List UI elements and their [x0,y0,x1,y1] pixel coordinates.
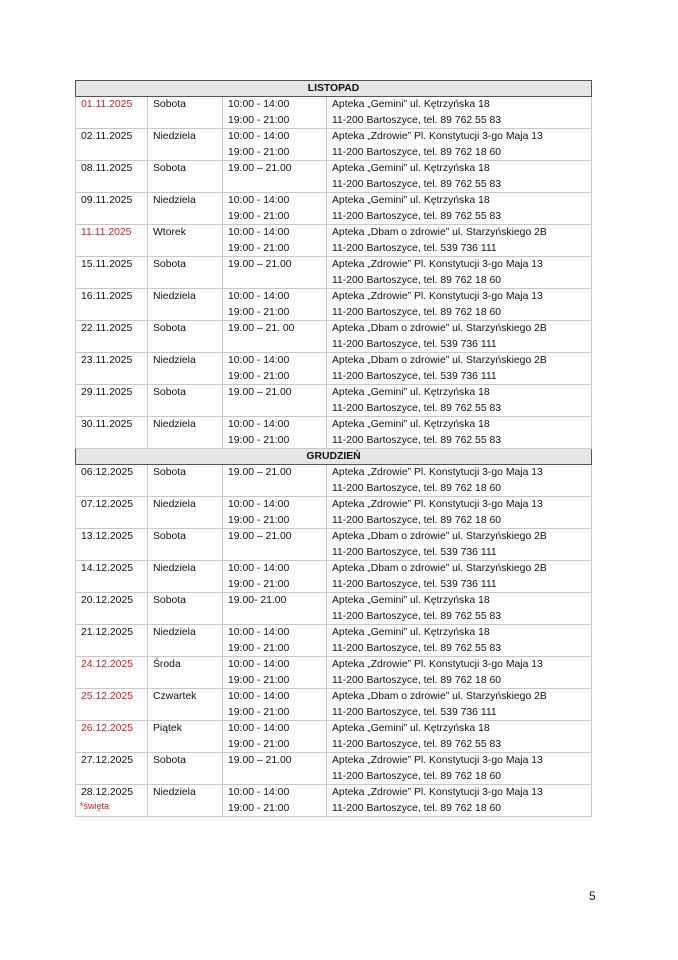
table-row [76,321,592,353]
hours-line: 10:00 - 14:00 [228,195,290,206]
date-cell: 22.11.2025 [76,321,148,353]
hours-line: 19.00- 21.00 [228,595,287,606]
hours-line: 10:00 - 14:00 [228,291,290,302]
hours-cell [223,465,327,497]
table-row [76,625,592,657]
hours-cell [223,497,327,529]
hours-line: 19.00 – 21.00 [228,259,292,270]
date-cell: 06.12.2025 [76,465,148,497]
pharmacy-cell [327,193,592,225]
pharmacy-address: 11-200 Bartoszyce, tel. 89 762 18 60 [332,274,502,286]
weekday-cell: Czwartek [148,689,223,721]
date-cell: 30.11.2025 [76,417,148,449]
table-row [76,225,592,257]
hours-cell [223,289,327,321]
table-row [76,465,592,497]
hours-line: 19:00 - 21:00 [228,242,290,254]
pharmacy-name: Apteka „Gemini” ul. Kętrzyńska 18 [332,99,490,110]
pharmacy-cell [327,161,592,193]
weekday-cell: Niedziela [148,353,223,385]
hours-cell [223,625,327,657]
pharmacy-address: 11-200 Bartoszyce, tel. 89 762 55 83 [332,178,502,190]
month-header: GRUDZIEŃ [76,449,592,465]
hours-cell [223,129,327,161]
date-cell: 25.12.2025 [76,689,148,721]
hours-line: 10:00 - 14:00 [228,99,290,110]
hours-cell [223,321,327,353]
hours-line: 10:00 - 14:00 [228,723,290,734]
hours-line: 19.00 – 21.00 [228,387,292,398]
table-row [76,593,592,625]
pharmacy-cell [327,593,592,625]
pharmacy-name: Apteka „Zdrowie” Pl. Konstytucji 3-go Maja 13 [332,467,543,478]
pharmacy-name: Apteka „Dbam o zdrowie” ul. Starzyńskiego 2B [332,563,547,574]
pharmacy-name: Apteka „Zdrowie” Pl. Konstytucji 3-go Maja 13 [332,131,543,142]
pharmacy-cell [327,625,592,657]
weekday-cell: Sobota [148,593,223,625]
hours-line: 19.00 – 21.00 [228,755,292,766]
pharmacy-name: Apteka „Dbam o zdrowie” ul. Starzyńskiego 2B [332,227,547,238]
hours-line: 19.00 – 21.00 [228,467,292,478]
hours-line: 19:00 - 21:00 [228,578,290,590]
date-cell: 23.11.2025 [76,353,148,385]
hours-cell [223,753,327,785]
pharmacy-name: Apteka „Gemini” ul. Kętrzyńska 18 [332,195,490,206]
pharmacy-address: 11-200 Bartoszyce, tel. 89 762 18 60 [332,770,502,782]
holiday-footnote: *święta [80,801,110,811]
pharmacy-cell [327,97,592,129]
date-cell: 26.12.2025 [76,721,148,753]
weekday-cell: Niedziela [148,625,223,657]
pharmacy-address: 11-200 Bartoszyce, tel. 539 736 111 [332,578,497,590]
hours-line: 10:00 - 14:00 [228,499,290,510]
hours-line: 19:00 - 21:00 [228,114,290,126]
pharmacy-name: Apteka „Dbam o zdrowie” ul. Starzyńskiego 2B [332,323,547,334]
pharmacy-cell [327,225,592,257]
month-header-row [76,449,592,465]
hours-line: 10:00 - 14:00 [228,627,290,638]
table-row [76,161,592,193]
hours-line: 19:00 - 21:00 [228,674,290,686]
pharmacy-cell [327,385,592,417]
weekday-cell: Niedziela [148,417,223,449]
date-cell: 21.12.2025 [76,625,148,657]
schedule-body [76,81,592,817]
pharmacy-name: Apteka „Gemini” ul. Kętrzyńska 18 [332,627,490,638]
weekday-cell: Sobota [148,161,223,193]
hours-line: 19:00 - 21:00 [228,738,290,750]
pharmacy-cell [327,129,592,161]
weekday-cell: Sobota [148,465,223,497]
weekday-cell: Sobota [148,97,223,129]
hours-cell [223,785,327,817]
pharmacy-address: 11-200 Bartoszyce, tel. 89 762 55 83 [332,210,502,222]
pharmacy-address: 11-200 Bartoszyce, tel. 89 762 55 83 [332,114,502,126]
date-cell: 15.11.2025 [76,257,148,289]
pharmacy-address: 11-200 Bartoszyce, tel. 539 736 111 [332,338,497,350]
hours-cell [223,97,327,129]
table-row [76,289,592,321]
pharmacy-cell [327,417,592,449]
pharmacy-name: Apteka „Dbam o zdrowie” ul. Starzyńskiego 2B [332,531,547,542]
hours-line: 10:00 - 14:00 [228,355,290,366]
pharmacy-cell [327,529,592,561]
hours-cell [223,161,327,193]
hours-line: 19:00 - 21:00 [228,434,290,446]
pharmacy-cell [327,289,592,321]
pharmacy-cell [327,561,592,593]
hours-line: 10:00 - 14:00 [228,787,290,798]
pharmacy-duty-table [75,80,592,817]
pharmacy-address: 11-200 Bartoszyce, tel. 89 762 18 60 [332,674,502,686]
weekday-cell: Sobota [148,257,223,289]
hours-cell [223,561,327,593]
date-cell: 02.11.2025 [76,129,148,161]
pharmacy-cell [327,497,592,529]
table-row [76,353,592,385]
month-header-row [76,81,592,97]
pharmacy-address: 11-200 Bartoszyce, tel. 89 762 55 83 [332,402,502,414]
hours-line: 19.00 – 21. 00 [228,323,295,334]
hours-line: 19.00 – 21.00 [228,163,292,174]
pharmacy-name: Apteka „Zdrowie” Pl. Konstytucji 3-go Maja 13 [332,291,543,302]
pharmacy-cell [327,465,592,497]
pharmacy-address: 11-200 Bartoszyce, tel. 89 762 55 83 [332,610,502,622]
table-row [76,385,592,417]
date-cell: 14.12.2025 [76,561,148,593]
pharmacy-cell [327,321,592,353]
date-cell: 08.11.2025 [76,161,148,193]
hours-line: 19:00 - 21:00 [228,210,290,222]
pharmacy-address: 11-200 Bartoszyce, tel. 89 762 18 60 [332,802,502,814]
hours-cell [223,193,327,225]
table-row [76,417,592,449]
weekday-cell: Niedziela [148,561,223,593]
weekday-cell: Niedziela [148,193,223,225]
table-row [76,193,592,225]
date-cell: 07.12.2025 [76,497,148,529]
pharmacy-cell [327,353,592,385]
hours-cell [223,353,327,385]
weekday-cell: Sobota [148,385,223,417]
pharmacy-name: Apteka „Zdrowie” Pl. Konstytucji 3-go Maja 13 [332,499,543,510]
pharmacy-address: 11-200 Bartoszyce, tel. 89 762 18 60 [332,482,502,494]
pharmacy-address: 11-200 Bartoszyce, tel. 89 762 18 60 [332,146,502,158]
hours-cell [223,529,327,561]
hours-line: 10:00 - 14:00 [228,227,290,238]
pharmacy-name: Apteka „Zdrowie” Pl. Konstytucji 3-go Maja 13 [332,787,543,798]
date-cell: 27.12.2025 [76,753,148,785]
pharmacy-name: Apteka „Dbam o zdrowie” ul. Starzyńskiego 2B [332,691,547,702]
table-row [76,257,592,289]
date-cell: 13.12.2025 [76,529,148,561]
table-row [76,785,592,817]
hours-cell [223,225,327,257]
pharmacy-address: 11-200 Bartoszyce, tel. 539 736 111 [332,370,497,382]
table-row [76,497,592,529]
pharmacy-address: 11-200 Bartoszyce, tel. 539 736 111 [332,546,497,558]
date-cell: 11.11.2025 [76,225,148,257]
table-row [76,129,592,161]
hours-line: 10:00 - 14:00 [228,419,290,430]
weekday-cell: Sobota [148,529,223,561]
weekday-cell: Niedziela [148,497,223,529]
pharmacy-cell [327,657,592,689]
pharmacy-cell [327,257,592,289]
pharmacy-cell [327,753,592,785]
date-cell: 16.11.2025 [76,289,148,321]
month-header: LISTOPAD [76,81,592,97]
hours-line: 19:00 - 21:00 [228,642,290,654]
page-number: 5 [589,889,596,903]
hours-line: 10:00 - 14:00 [228,691,290,702]
pharmacy-address: 11-200 Bartoszyce, tel. 89 762 18 60 [332,514,502,526]
hours-line: 10:00 - 14:00 [228,563,290,574]
table-row [76,721,592,753]
date-cell: 28.12.2025 [76,785,148,817]
table-row [76,753,592,785]
weekday-cell: Sobota [148,753,223,785]
pharmacy-address: 11-200 Bartoszyce, tel. 539 736 111 [332,242,497,254]
pharmacy-name: Apteka „Dbam o zdrowie” ul. Starzyńskiego 2B [332,355,547,366]
pharmacy-address: 11-200 Bartoszyce, tel. 89 762 18 60 [332,306,502,318]
pharmacy-name: Apteka „Zdrowie” Pl. Konstytucji 3-go Maja 13 [332,659,543,670]
hours-cell [223,417,327,449]
weekday-cell: Niedziela [148,289,223,321]
hours-line: 19:00 - 21:00 [228,370,290,382]
table-row [76,561,592,593]
pharmacy-name: Apteka „Zdrowie” Pl. Konstytucji 3-go Maja 13 [332,259,543,270]
pharmacy-address: 11-200 Bartoszyce, tel. 89 762 55 83 [332,434,502,446]
hours-line: 10:00 - 14:00 [228,131,290,142]
pharmacy-name: Apteka „Gemini” ul. Kętrzyńska 18 [332,595,490,606]
table-row [76,689,592,721]
hours-line: 19:00 - 21:00 [228,514,290,526]
hours-cell [223,657,327,689]
date-cell: 20.12.2025 [76,593,148,625]
pharmacy-cell [327,721,592,753]
weekday-cell: Środa [148,657,223,689]
table-row [76,529,592,561]
pharmacy-address: 11-200 Bartoszyce, tel. 89 762 55 83 [332,642,502,654]
hours-line: 10:00 - 14:00 [228,659,290,670]
weekday-cell: Wtorek [148,225,223,257]
hours-line: 19:00 - 21:00 [228,306,290,318]
hours-line: 19.00 – 21.00 [228,531,292,542]
pharmacy-cell [327,785,592,817]
hours-cell [223,257,327,289]
date-cell: 29.11.2025 [76,385,148,417]
pharmacy-name: Apteka „Gemini” ul. Kętrzyńska 18 [332,163,490,174]
table-row [76,657,592,689]
hours-line: 19:00 - 21:00 [228,706,290,718]
date-cell: 09.11.2025 [76,193,148,225]
pharmacy-name: Apteka „Gemini” ul. Kętrzyńska 18 [332,723,490,734]
pharmacy-cell [327,689,592,721]
hours-cell [223,721,327,753]
pharmacy-address: 11-200 Bartoszyce, tel. 89 762 55 83 [332,738,502,750]
hours-line: 19:00 - 21:00 [228,146,290,158]
pharmacy-name: Apteka „Gemini” ul. Kętrzyńska 18 [332,387,490,398]
hours-line: 19:00 - 21:00 [228,802,290,814]
pharmacy-name: Apteka „Zdrowie” Pl. Konstytucji 3-go Maja 13 [332,755,543,766]
weekday-cell: Sobota [148,321,223,353]
table-row [76,97,592,129]
date-cell: 01.11.2025 [76,97,148,129]
weekday-cell: Piątek [148,721,223,753]
hours-cell [223,689,327,721]
hours-cell [223,593,327,625]
weekday-cell: Niedziela [148,129,223,161]
hours-cell [223,385,327,417]
weekday-cell: Niedziela [148,785,223,817]
pharmacy-address: 11-200 Bartoszyce, tel. 539 736 111 [332,706,497,718]
pharmacy-name: Apteka „Gemini” ul. Kętrzyńska 18 [332,419,490,430]
date-cell: 24.12.2025 [76,657,148,689]
